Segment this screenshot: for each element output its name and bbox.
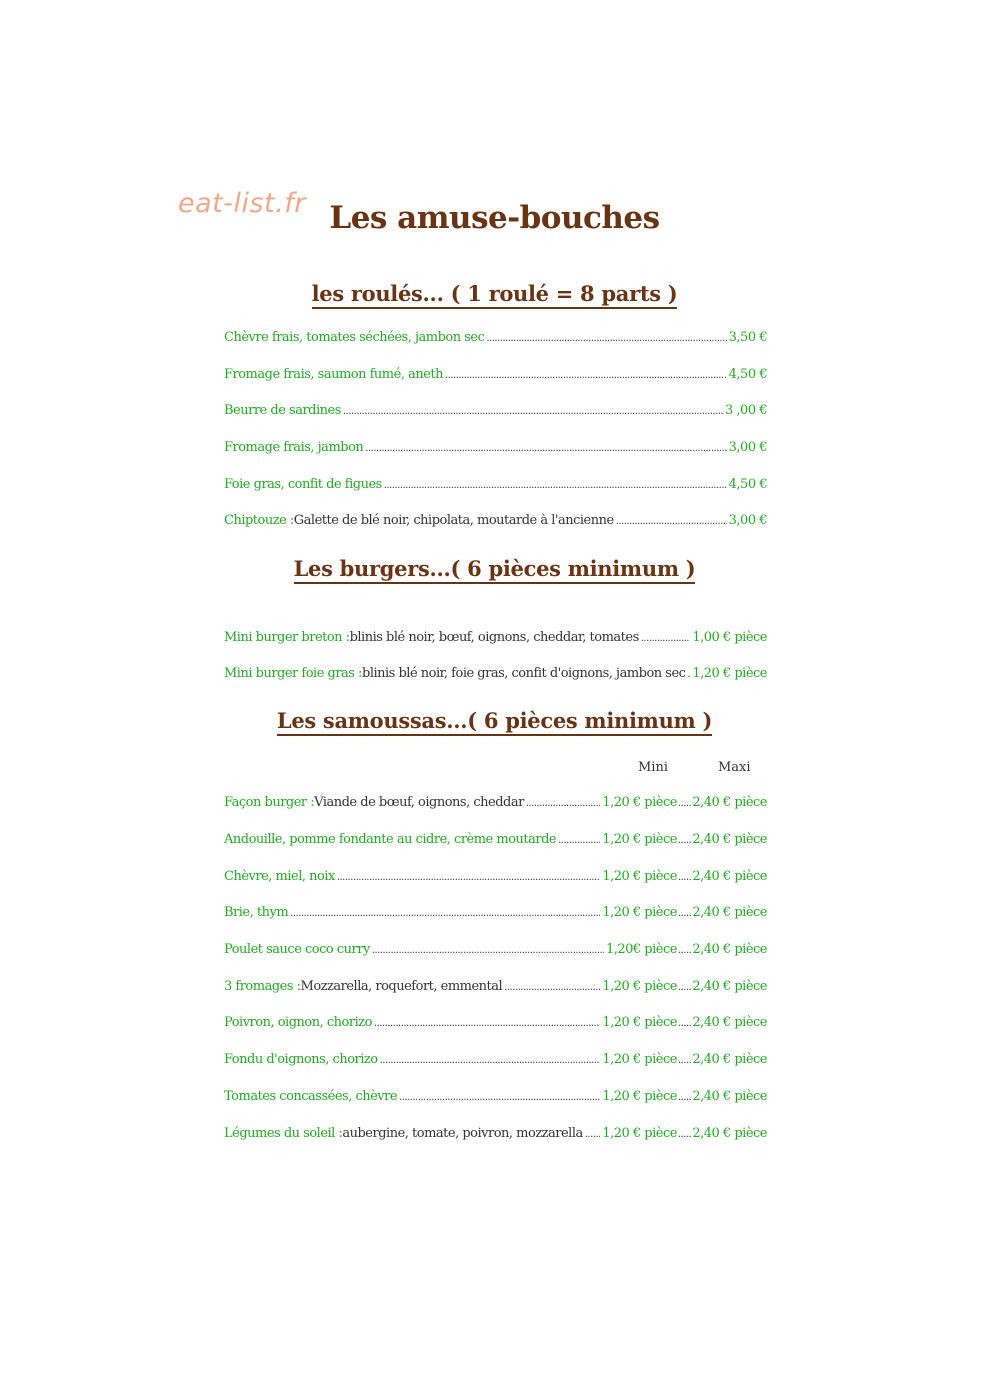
column-header-mini: Mini <box>638 760 668 775</box>
menu-item: Beurre de sardines ..... 3 ,00 € <box>224 403 767 425</box>
section-heading-samoussas: Les samoussas...( 6 pièces minimum ) <box>0 708 989 733</box>
menu-item: Andouille, pomme fondante au cidre, crème moutarde ..... 1,20 € pièce ..... 2,40 € pièce <box>224 832 767 854</box>
menu-item: Fromage frais, saumon fumé, aneth ..... 4,50 € <box>224 367 767 389</box>
menu-item: 3 fromages : Mozzarella, roquefort, emmental ..... 1,20 € pièce ..... 2,40 € pièce <box>224 979 767 1001</box>
menu-item: Mini burger breton : blinis blé noir, bœuf, oignons, cheddar, tomates ..... 1,00 € pièce <box>224 630 767 652</box>
menu-item: Poulet sauce coco curry ..... 1,20€ pièce ..... 2,40 € pièce <box>224 942 767 964</box>
menu-item: Fondu d'oignons, chorizo ..... 1,20 € pièce ..... 2,40 € pièce <box>224 1052 767 1074</box>
column-header-maxi: Maxi <box>718 760 751 775</box>
menu-item: Mini burger foie gras : blinis blé noir, foie gras, confit d'oignons, jambon sec ..... 1,20 € pièce <box>224 666 767 688</box>
menu-item: Chiptouze : Galette de blé noir, chipolata, moutarde à l'ancienne ..... 3,00 € <box>224 513 767 535</box>
section-heading-roules: les roulés... ( 1 roulé = 8 parts ) <box>0 281 989 306</box>
section-heading-burgers: Les burgers...( 6 pièces minimum ) <box>0 556 989 581</box>
menu-item: Chèvre, miel, noix ..... 1,20 € pièce ..... 2,40 € pièce <box>224 869 767 891</box>
menu-item: Brie, thym ..... 1,20 € pièce ..... 2,40 € pièce <box>224 905 767 927</box>
page-title: Les amuse-bouches <box>329 200 660 236</box>
watermark: eat-list.fr <box>178 188 306 219</box>
menu-item: Tomates concassées, chèvre ..... 1,20 € pièce ..... 2,40 € pièce <box>224 1089 767 1111</box>
menu-item: Fromage frais, jambon ..... 3,00 € <box>224 440 767 462</box>
menu-item: Légumes du soleil : aubergine, tomate, poivron, mozzarella ..... 1,20 € pièce ..... 2,40 € pièce <box>224 1126 767 1148</box>
menu-item: Façon burger : Viande de bœuf, oignons, cheddar ..... 1,20 € pièce ..... 2,40 € pièce <box>224 795 767 817</box>
menu-item: Poivron, oignon, chorizo ..... 1,20 € pièce ..... 2,40 € pièce <box>224 1015 767 1037</box>
menu-item: Chèvre frais, tomates séchées, jambon sec ..... 3,50 € <box>224 330 767 352</box>
menu-item: Foie gras, confit de figues ..... 4,50 € <box>224 477 767 499</box>
